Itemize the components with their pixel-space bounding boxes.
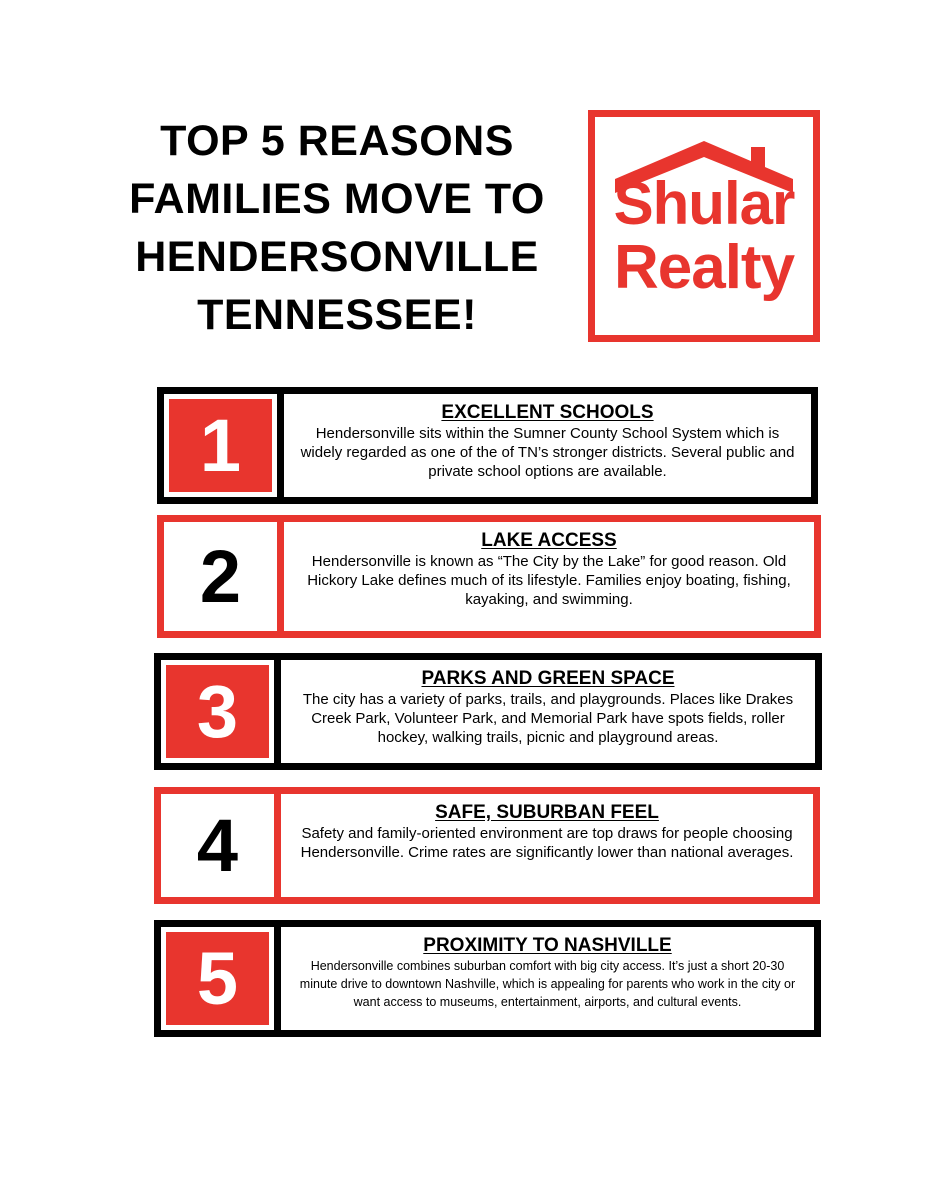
logo-text-realty: Realty: [613, 233, 795, 302]
divider: [277, 394, 284, 497]
divider: [274, 794, 281, 897]
title-line: TOP 5 REASONS: [160, 117, 514, 165]
title-line: TENNESSEE!: [197, 291, 477, 339]
page-title: [92, 112, 582, 344]
divider: [274, 927, 281, 1030]
reason-number: 2: [169, 527, 272, 626]
shular-realty-logo: [588, 110, 820, 342]
reason-content: [290, 530, 808, 625]
reason-heading: PARKS AND GREEN SPACE: [421, 668, 675, 689]
reason-body: Hendersonville is known as “The City by the Lake” for good reason. Old Hickory Lake defines much of its lifestyle. Families enjoy boating, fishing, kayaking, and swimming.: [307, 553, 791, 608]
reason-number: 5: [166, 932, 269, 1025]
reason-heading: EXCELLENT SCHOOLS: [441, 402, 654, 423]
reason-heading: PROXIMITY TO NASHVILLE: [423, 935, 672, 956]
reason-number: 4: [166, 799, 269, 892]
reason-content: [290, 402, 805, 491]
reason-content: [287, 935, 808, 1024]
reason-card-1: [157, 387, 818, 504]
reason-content: [287, 668, 809, 757]
reason-heading: SAFE, SUBURBAN FEEL: [435, 802, 659, 823]
reason-body: The city has a variety of parks, trails, and playgrounds. Places like Drakes Creek Park, Volunteer Park, and Memorial Park have spots fields, roller hockey, walking trails, picnic and playground areas.: [302, 691, 794, 746]
reason-card-5: [154, 920, 821, 1037]
divider: [274, 660, 281, 763]
title-line: HENDERSONVILLE: [135, 233, 539, 281]
reason-body: Safety and family-oriented environment are top draws for people choosing Hendersonville. Crime rates are significantly lower than national averages.: [300, 825, 794, 861]
reason-body: Hendersonville combines suburban comfort with big city access. It’s just a short 20-30 minute drive to downtown Nashville, which is appealing for parents who work in the city or want access to museums, entertainment, airports, and cultural events.: [299, 959, 796, 1009]
reason-number: 1: [169, 399, 272, 492]
reason-card-3: [154, 653, 822, 770]
reason-content: [287, 802, 807, 891]
reason-number: 3: [166, 665, 269, 758]
reason-body: Hendersonville sits within the Sumner County School System which is widely regarded as one of the of TN’s stronger districts. Several public and private school options are available.: [300, 425, 795, 480]
reason-card-4: [154, 787, 820, 904]
title-line: FAMILIES MOVE TO: [129, 175, 545, 223]
reason-card-2: [157, 515, 821, 638]
reason-heading: LAKE ACCESS: [481, 530, 617, 551]
divider: [277, 522, 284, 631]
logo-text-shular: Shular: [613, 170, 795, 237]
